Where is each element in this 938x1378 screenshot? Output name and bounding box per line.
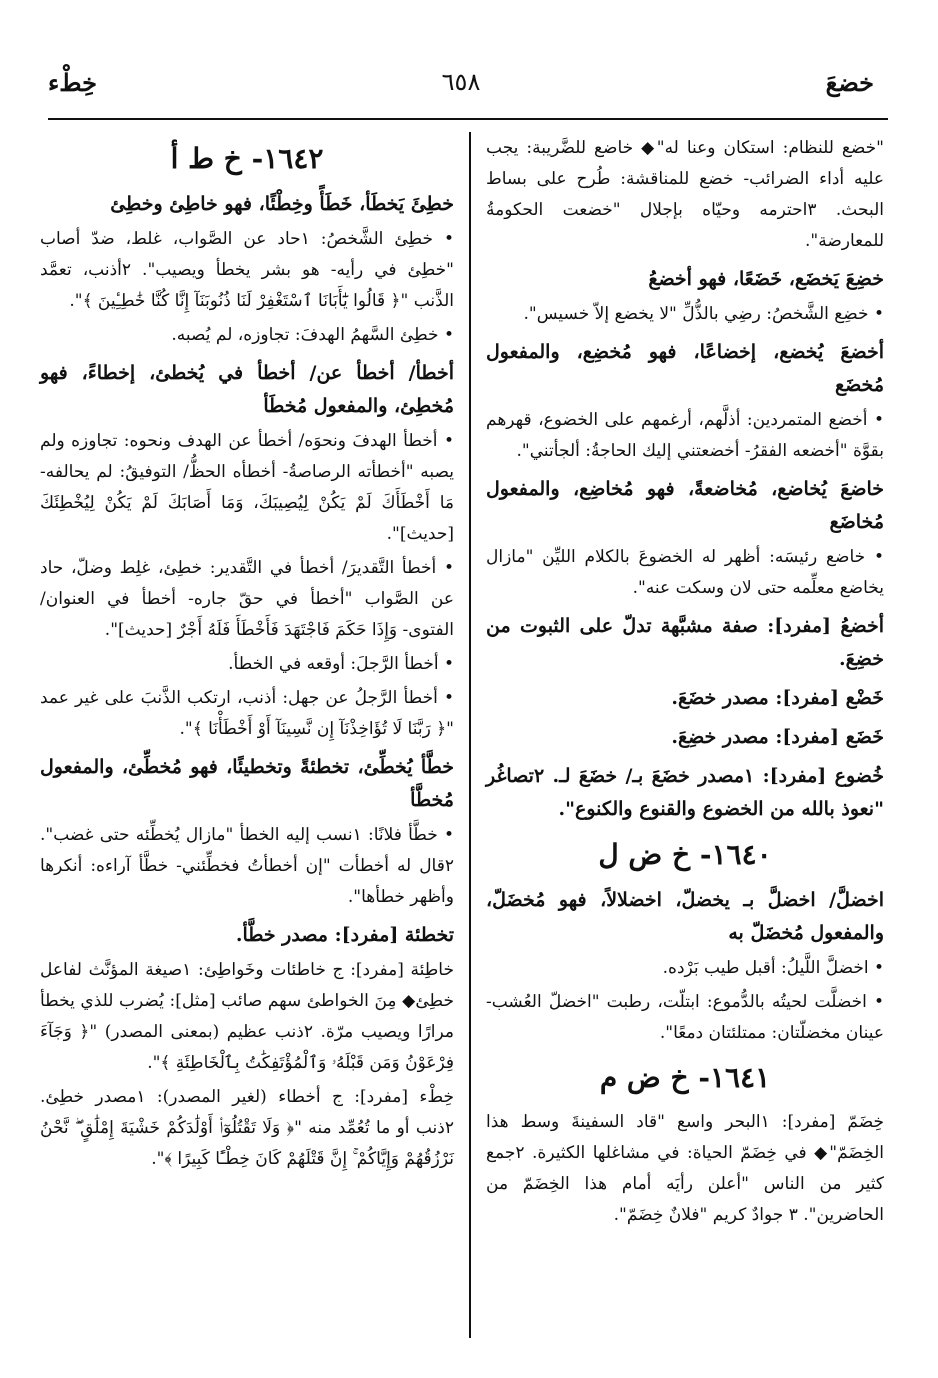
- entry-headword: أخضعَ يُخضع، إخضاعًا، فهو مُخضِع، والمفعول مُخضَع: [486, 341, 884, 396]
- entry-headword: خُضوع [مفرد]: ١مصدر خضَعَ بـ/ خضَعَ لـ. ٢تصاغُر "نعوذ بالله من الخضوع والقنوع والكنوع".: [486, 765, 884, 820]
- entry-paragraph: • اخضلَّ اللَّيلُ: أقبل طيب بَرْده.: [662, 958, 884, 978]
- entry-paragraph: • أخطأ الهدفَ ونحوَه/ أخطأ عن الهدف ونحوه: تجاوزه ولم يصبه "أخطأته الرصاصةُ- أخطأه الحظُّ/ التوفيقُ: لم يحالفه- مَا أَخْطَأَكَ لَمْ يَكُنْ لِيُصِيبَكَ، وَمَا أَصَابَكَ لَمْ يَكُنْ لِيُخْطِئَكَ [حديث]".: [40, 431, 454, 544]
- entry-paragraph: • أخضع المتمردين: أذلَّهم، أرغمهم على الخضوع، قهرهم بقوَّة "أخضعه الفقرُ- أخضعتني إليك الحاجةُ: ألجأتني".: [486, 410, 884, 461]
- entry-headword: اخضلَّ/ اخضلَّ بـ يخضلّ، اخضلالاً، فهو مُخضَلّ، والمفعول مُخضَلّ به: [486, 889, 884, 944]
- root-heading: ١٦٤٢- خ ط أ: [170, 142, 324, 175]
- entry-paragraph: • أخطأ الرَّجلُ عن جهل: أذنب، ارتكب الذَّنبَ على غير عمد "﴿ رَبَّنَا لَا تُؤَاخِذْنَآ إِن نَّسِينَآ أَوْ أَخْطَأْنَا ﴾".: [40, 688, 454, 739]
- header-first-word: خضعَ: [825, 68, 874, 97]
- entry-headword: خَضْع [مفرد]: مصدر خضَعَ.: [671, 687, 884, 709]
- entry-headword: خطَّأ يُخطِّئ، تخطئةً وتخطيئًا، فهو مُخطِّئ، والمفعول مُخطَّأ: [40, 756, 454, 811]
- left-column: [40, 130, 454, 1178]
- entry-paragraph: • أخطأ التَّقديرَ/ أخطأ في التَّقدير: خطِئ، غلِط وضلّ، حاد عن الصَّواب "أخطأ في حقّ جاره- أخطأ في العنوان/ الفتوى- وَإِذَا حَكَمَ فَاجْتَهَدَ فَأَخْطَأَ فَلَهُ أَجْرٌ [حديث]".: [40, 558, 454, 640]
- header-rule: [48, 118, 888, 120]
- entry-headword: أخطأ/ أخطأ عن/ أخطأ في يُخطئ، إخطاءً، فهو مُخطِئ، والمفعول مُخطَأ: [40, 362, 454, 417]
- page-number: ٦٥٨: [441, 68, 481, 96]
- root-heading: ١٦٤٠- خ ض ل: [598, 838, 772, 871]
- column-divider: [469, 132, 471, 1338]
- entry-headword: خاضعَ يُخاضع، مُخاضعةً، فهو مُخاضِع، والمفعول مُخاضَع: [486, 478, 884, 533]
- entry-paragraph: • خضِع الشَّخصُ: رضِي بالذُّلِّ "لا يخضع إلاّ خسيس".: [523, 304, 884, 324]
- entry-headword: خَضَع [مفرد]: مصدر خضِعَ.: [671, 726, 884, 748]
- entry-headword: أخضعُ [مفرد]: صفة مشبَّهة تدلّ على الثبوت من خضِعَ.: [486, 615, 884, 670]
- entry-headword: خطِئَ يَخطَأ، خَطَأً وخِطْئًا، فهو خاطِئ وخطِئ: [110, 193, 454, 215]
- entry-paragraph: • خطِئ الشَّخصُ: ١حاد عن الصَّواب، غلط، ضدّ أصاب "خطِئ في رأيه- هو بشر يخطأ ويصيب". ٢أذنب، تعمَّد الذَّنب "﴿ قَالُوا يَٰٓأَبَانَا ٱسْتَغْفِرْ لَنَا ذُنُوبَنَآ إِنَّا كُنَّا خَٰطِـِٔينَ ﴾".: [40, 229, 454, 311]
- entry-paragraph: • خطَّأ فلانًا: ١نسب إليه الخطأ "مازال يُخطِّئه حتى غضب". ٢قال له أخطأت "إن أخطأتُ فخطِّئني- خطَّأ آراءه: أنكرها وأظهر خطأها".: [40, 825, 454, 907]
- entry-paragraph: • خطِئ السَّهمُ الهدفَ: تجاوزه، لم يُصبه.: [171, 325, 454, 345]
- entry-paragraph: • أخطأ الرَّجلَ: أوقعه في الخطأ.: [228, 654, 454, 674]
- root-heading: ١٦٤١- خ ض م: [599, 1061, 771, 1094]
- right-column: [486, 130, 884, 1234]
- entry-paragraph: خِطْء [مفرد]: ج أخطاء (لغير المصدر): ١مصدر خطِئ. ٢ذنب أو ما تُعُمِّد منه "﴿ وَلَا تَقْتُلُوٓا۟ أَوْلَٰدَكُمْ خَشْيَةَ إِمْلَٰقٍ ۖ نَّحْنُ نَرْزُقُهُمْ وَإِيَّاكُمْ ۚ إِنَّ قَتْلَهُمْ كَانَ خِطْـًٔا كَبِيرًا ﴾".: [40, 1087, 454, 1169]
- entry-headword: خضِعَ يَخضَع، خَضَعًا، فهو أخضعُ: [648, 268, 884, 290]
- entry-paragraph: خاطِئة [مفرد]: ج خاطئات وخَواطِئ: ١صيغة المؤنَّث لفاعل خطِئ◆ مِنَ الخواطئ سهم صائب [مثل]: يُضرب للذي يخطأ مرارًا ويصيب مرّة. ٢ذنب عظيم (بمعنى المصدر) "﴿ وَجَآءَ فِرْعَوْنُ وَمَن قَبْلَهُۥ وَٱلْمُؤْتَفِكَٰتُ بِٱلْخَاطِئَةِ ﴾".: [40, 960, 455, 1073]
- page-header: [48, 68, 874, 108]
- entry-paragraph: خِضَمّ [مفرد]: ١البحر واسع "قاد السفينةَ وسط هذا الخِضَمّ"◆ في خِضَمّ الحياة: في مشاغلها الكثيرة. ٢جمع كثير من الناس "أعلن رأيَه أمام هذا الخِضَمّ من الحاضرين". ٣ جوادٌ كريم "فلانٌ خِضَمّ".: [486, 1112, 884, 1225]
- entry-paragraph: • اخضلَّت لحيتُه بالدُّموع: ابتلّت، رطبت "اخضلّ العُشب- عينان مخضلّتان: ممتلئتان دمعًا".: [486, 992, 884, 1043]
- header-last-word: خِطْء: [48, 68, 97, 97]
- entry-paragraph: • خاضع رئيسَه: أظهر له الخضوعَ بالكلام الليِّن "مازال يخاضع معلِّمه حتى لان وسكت عنه".: [486, 547, 884, 598]
- entry-headword: تخطئة [مفرد]: مصدر خطَّأ.: [235, 924, 454, 946]
- entry-paragraph: "خضع للنظام: استكان وعنا له"◆ خاضع للضَّريبة: يجب عليه أداء الضرائب- خضع للمناقشة: طُرح على بساط البحث. ٣احترمه وحيّاه بإجلال "خضعت الحكومةُ للمعارضة".: [486, 138, 884, 251]
